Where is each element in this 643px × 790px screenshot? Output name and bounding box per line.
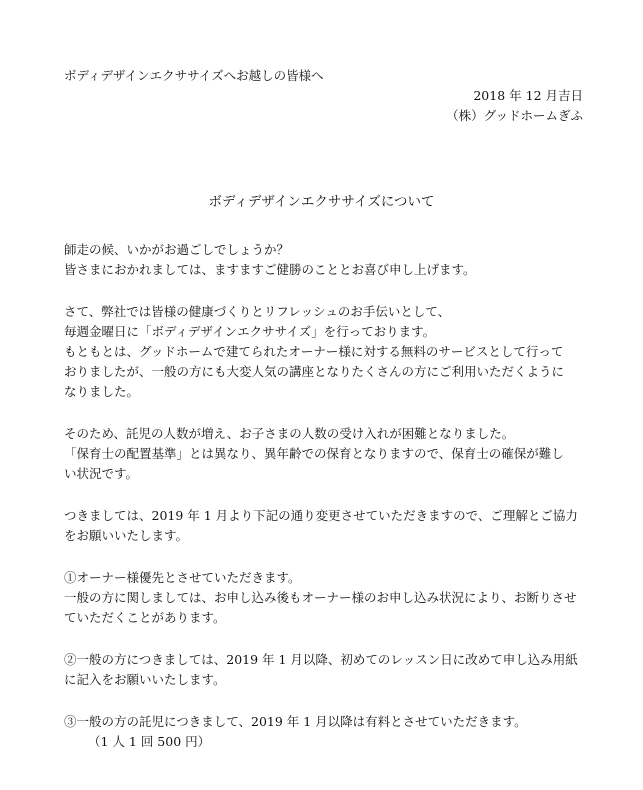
body-line: 毎週金曜日に「ボディデザインエクササイズ」を行っております。	[64, 324, 436, 339]
addressee-line: ボディデザインエクササイズへお越しの皆様へ	[64, 68, 324, 83]
body-line: い状況です。	[64, 466, 139, 481]
body-line: なりました。	[64, 384, 140, 399]
body-line: そのため、託児の人数が増え、お子さまの人数の受け入れが困難となりました。	[64, 426, 515, 441]
body-line: ていただくことがあります。	[64, 610, 226, 625]
paragraph-notice	[64, 506, 584, 546]
body-line: 「保育士の配置基準」とは異なり、異年齢での保育となりますので、保育士の確保が難し	[64, 446, 564, 461]
body-line: つきましては、2019 年 1 月より下記の通り変更させていただきますので、ご理解とご協力	[64, 508, 578, 523]
change-item-2	[64, 650, 584, 690]
body-line: 皆さまにおかれましては、ますますご健勝のこととお喜び申し上げます。	[64, 262, 476, 277]
body-line: もともとは、グッドホームで建てられたオーナー様に対する無料のサービスとして行って	[64, 344, 564, 359]
paragraph-reason	[64, 424, 584, 484]
paragraph-greeting	[64, 240, 584, 280]
paragraph-introduction	[64, 302, 584, 402]
letter-date: 2018 年 12 月吉日	[473, 88, 583, 103]
body-line: をお願いいたします。	[64, 528, 189, 543]
sender-name: （株）グッドホームぎふ	[446, 108, 583, 123]
body-line: さて、弊社では皆様の健康づくりとリフレッシュのお手伝いとして、	[64, 304, 451, 319]
body-line: ③一般の方の託児につきまして、2019 年 1 月以降は有料とさせていただきます。	[64, 714, 527, 729]
change-item-3	[64, 712, 584, 752]
fee-note: （1 人 1 回 500 円）	[88, 734, 211, 749]
body-line: ①オーナー様優先とさせていただきます。	[64, 570, 301, 585]
body-line: おりましたが、一般の方にも大変人気の講座となりたくさんの方にご利用いただくように	[64, 364, 565, 379]
document-title: ボディデザインエクササイズについて	[208, 194, 435, 210]
letter-body	[64, 240, 584, 774]
body-line: 一般の方に関しましては、お申し込み後もオーナー様のお申し込み状況により、お断りさせ	[64, 590, 577, 605]
body-line: ②一般の方につきましては、2019 年 1 月以降、初めてのレッスン日に改めて申し込み用紙	[64, 652, 578, 667]
body-line: 師走の候、いかがお過ごしでしょうか？	[64, 242, 290, 257]
change-item-1	[64, 568, 584, 628]
body-line: に記入をお願いいたします。	[64, 672, 226, 687]
